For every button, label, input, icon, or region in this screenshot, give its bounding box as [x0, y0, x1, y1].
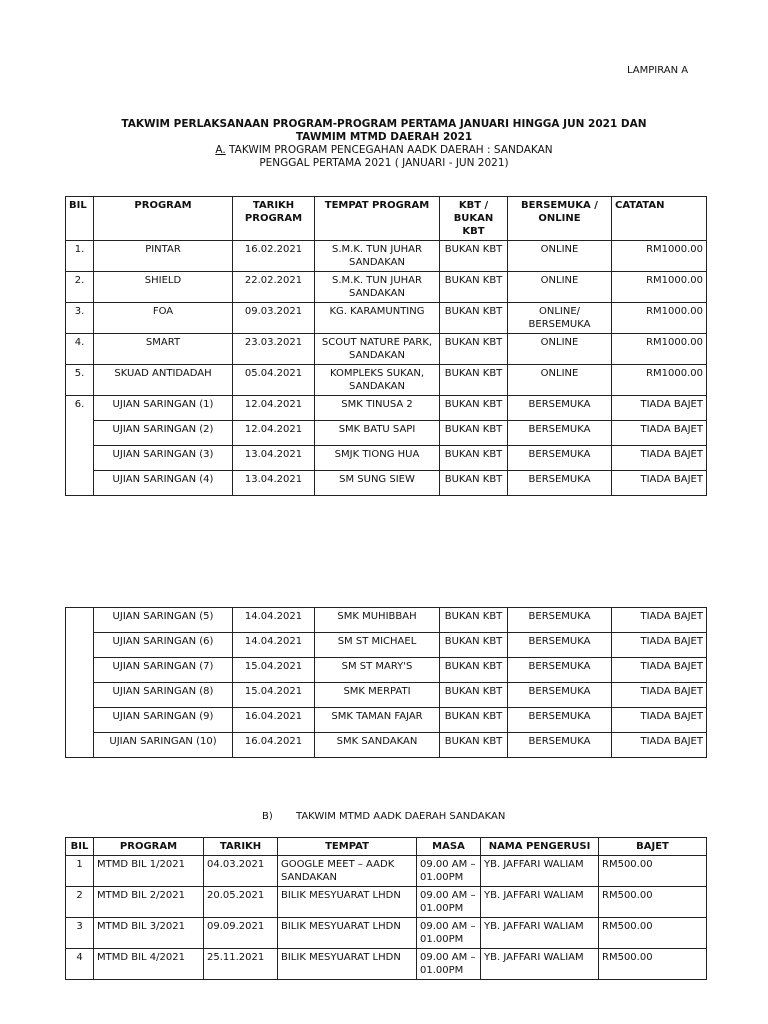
cell-tempat: S.M.K. TUN JUHAR SANDAKAN — [315, 241, 440, 272]
mtmd-row — [66, 949, 707, 980]
cell-tarikh: 23.03.2021 — [233, 334, 315, 365]
cell-program: UJIAN SARINGAN (1) — [94, 396, 233, 421]
cell-tempat: SM ST MARY'S — [315, 658, 440, 683]
cell-kbt: BUKAN KBT — [440, 633, 508, 658]
cell-mode: BERSEMUKA — [508, 608, 612, 633]
cell-program: UJIAN SARINGAN (6) — [94, 633, 233, 658]
mtmd-cell-masa: 09.00 AM – 01.00PM — [417, 887, 481, 918]
section-a-text: TAKWIM PROGRAM PENCEGAHAN AADK DAERAH : SANDAKAN — [225, 144, 553, 156]
cell-tarikh: 14.04.2021 — [233, 633, 315, 658]
mtmd-cell-tarikh: 20.05.2021 — [204, 887, 278, 918]
cell-mode: BERSEMUKA — [508, 421, 612, 446]
lampiran-label: LAMPIRAN A — [627, 65, 689, 76]
cell-catatan: RM1000.00 — [612, 241, 707, 272]
cell-program: SKUAD ANTIDADAH — [94, 365, 233, 396]
cell-tarikh: 14.04.2021 — [233, 608, 315, 633]
header-bil: BIL — [66, 197, 94, 241]
cell-kbt: BUKAN KBT — [440, 365, 508, 396]
cell-tempat: SMK MERPATI — [315, 683, 440, 708]
cell-kbt: BUKAN KBT — [440, 708, 508, 733]
cell-kbt: BUKAN KBT — [440, 303, 508, 334]
cell-catatan: TIADA BAJET — [612, 396, 707, 421]
cell-tempat: SMJK TIONG HUA — [315, 446, 440, 471]
cell-tarikh: 16.02.2021 — [233, 241, 315, 272]
program-table — [65, 196, 707, 496]
mtmd-cell-bil: 1 — [66, 856, 94, 887]
cell-kbt: BUKAN KBT — [440, 683, 508, 708]
cell-tempat: SMK TINUSA 2 — [315, 396, 440, 421]
cell-mode: ONLINE/ BERSEMUKA — [508, 303, 612, 334]
mtmd-row — [66, 918, 707, 949]
cell-bil: 6. — [66, 396, 94, 496]
mtmd-row — [66, 887, 707, 918]
cell-mode: BERSEMUKA — [508, 446, 612, 471]
cell-mode: ONLINE — [508, 365, 612, 396]
mtmd-cell-pengerusi: YB. JAFFARI WALIAM — [481, 856, 599, 887]
mtmd-cell-program: MTMD BIL 3/2021 — [94, 918, 204, 949]
section-b-label: B) — [262, 811, 273, 822]
mtmd-row — [66, 856, 707, 887]
cell-tarikh: 16.04.2021 — [233, 733, 315, 758]
document-title-line1: TAKWIM PERLAKSANAAN PROGRAM-PROGRAM PERTAMA JANUARI HINGGA JUN 2021 DAN — [121, 118, 647, 130]
mtmd-cell-bajet: RM500.00 — [599, 856, 707, 887]
mtmd-cell-bil: 4 — [66, 949, 94, 980]
document-title-line2: TAWMIM MTMD DAERAH 2021 — [295, 131, 473, 143]
cell-catatan: RM1000.00 — [612, 365, 707, 396]
cell-catatan: TIADA BAJET — [612, 608, 707, 633]
mtmd-header-bajet: BAJET — [599, 838, 707, 856]
mtmd-cell-masa: 09.00 AM – 01.00PM — [417, 949, 481, 980]
cell-program: UJIAN SARINGAN (3) — [94, 446, 233, 471]
cell-tempat: SMK SANDAKAN — [315, 733, 440, 758]
cell-bil: 3. — [66, 303, 94, 334]
cell-tempat: SM SUNG SIEW — [315, 471, 440, 496]
mtmd-cell-program: MTMD BIL 4/2021 — [94, 949, 204, 980]
cell-tarikh: 05.04.2021 — [233, 365, 315, 396]
cell-catatan: TIADA BAJET — [612, 733, 707, 758]
program-row — [66, 658, 707, 683]
mtmd-cell-tempat: BILIK MESYUARAT LHDN — [278, 918, 417, 949]
mtmd-cell-pengerusi: YB. JAFFARI WALIAM — [481, 887, 599, 918]
cell-tarikh: 13.04.2021 — [233, 471, 315, 496]
cell-program: UJIAN SARINGAN (4) — [94, 471, 233, 496]
cell-catatan: RM1000.00 — [612, 272, 707, 303]
cell-bil: 5. — [66, 365, 94, 396]
cell-tempat: SCOUT NATURE PARK, SANDAKAN — [315, 334, 440, 365]
cell-mode: ONLINE — [508, 272, 612, 303]
mtmd-cell-masa: 09.00 AM – 01.00PM — [417, 918, 481, 949]
cell-tarikh: 22.02.2021 — [233, 272, 315, 303]
cell-kbt: BUKAN KBT — [440, 272, 508, 303]
mtmd-header-program: PROGRAM — [94, 838, 204, 856]
cell-kbt: BUKAN KBT — [440, 334, 508, 365]
cell-tarikh: 12.04.2021 — [233, 396, 315, 421]
table-header-row — [66, 197, 707, 241]
cell-kbt: BUKAN KBT — [440, 608, 508, 633]
cell-program: UJIAN SARINGAN (9) — [94, 708, 233, 733]
program-row — [66, 272, 707, 303]
mtmd-cell-masa: 09.00 AM – 01.00PM — [417, 856, 481, 887]
mtmd-cell-tarikh: 04.03.2021 — [204, 856, 278, 887]
program-row — [66, 608, 707, 633]
header-kbt: KBT / BUKAN KBT — [440, 197, 508, 241]
cell-mode: BERSEMUKA — [508, 633, 612, 658]
cell-program: UJIAN SARINGAN (2) — [94, 421, 233, 446]
section-b-heading — [262, 811, 505, 822]
cell-kbt: BUKAN KBT — [440, 241, 508, 272]
cell-catatan: TIADA BAJET — [612, 683, 707, 708]
cell-catatan: TIADA BAJET — [612, 446, 707, 471]
cell-tarikh: 15.04.2021 — [233, 683, 315, 708]
mtmd-header-masa: MASA — [417, 838, 481, 856]
mtmd-cell-tarikh: 09.09.2021 — [204, 918, 278, 949]
cell-kbt: BUKAN KBT — [440, 471, 508, 496]
header-catatan: CATATAN — [612, 197, 707, 241]
cell-catatan: RM1000.00 — [612, 303, 707, 334]
mtmd-cell-program: MTMD BIL 1/2021 — [94, 856, 204, 887]
header-bersemuka-online: BERSEMUKA / ONLINE — [508, 197, 612, 241]
cell-tempat: SM ST MICHAEL — [315, 633, 440, 658]
mtmd-cell-bajet: RM500.00 — [599, 887, 707, 918]
program-row — [66, 446, 707, 471]
cell-mode: BERSEMUKA — [508, 396, 612, 421]
cell-bil — [66, 608, 94, 758]
program-row — [66, 303, 707, 334]
cell-bil: 4. — [66, 334, 94, 365]
cell-mode: BERSEMUKA — [508, 733, 612, 758]
mtmd-cell-pengerusi: YB. JAFFARI WALIAM — [481, 918, 599, 949]
mtmd-cell-tempat: BILIK MESYUARAT LHDN — [278, 887, 417, 918]
cell-tarikh: 16.04.2021 — [233, 708, 315, 733]
program-row — [66, 733, 707, 758]
program-row — [66, 471, 707, 496]
cell-program: UJIAN SARINGAN (8) — [94, 683, 233, 708]
header-program: PROGRAM — [94, 197, 233, 241]
cell-kbt: BUKAN KBT — [440, 658, 508, 683]
cell-program: UJIAN SARINGAN (5) — [94, 608, 233, 633]
cell-tempat: S.M.K. TUN JUHAR SANDAKAN — [315, 272, 440, 303]
cell-mode: BERSEMUKA — [508, 658, 612, 683]
mtmd-cell-program: MTMD BIL 2/2021 — [94, 887, 204, 918]
cell-program: SMART — [94, 334, 233, 365]
program-row — [66, 241, 707, 272]
section-b-text: TAKWIM MTMD AADK DAERAH SANDAKAN — [296, 811, 506, 822]
mtmd-cell-bil: 2 — [66, 887, 94, 918]
cell-tarikh: 12.04.2021 — [233, 421, 315, 446]
cell-bil: 1. — [66, 241, 94, 272]
cell-catatan: RM1000.00 — [612, 334, 707, 365]
header-tempat-program: TEMPAT PROGRAM — [315, 197, 440, 241]
cell-mode: BERSEMUKA — [508, 471, 612, 496]
cell-program: SHIELD — [94, 272, 233, 303]
cell-program: UJIAN SARINGAN (10) — [94, 733, 233, 758]
cell-catatan: TIADA BAJET — [612, 658, 707, 683]
cell-mode: ONLINE — [508, 241, 612, 272]
cell-catatan: TIADA BAJET — [612, 633, 707, 658]
program-row — [66, 334, 707, 365]
cell-program: UJIAN SARINGAN (7) — [94, 658, 233, 683]
cell-tempat: KOMPLEKS SUKAN, SANDAKAN — [315, 365, 440, 396]
cell-kbt: BUKAN KBT — [440, 421, 508, 446]
cell-kbt: BUKAN KBT — [440, 446, 508, 471]
program-table-continued — [65, 607, 707, 758]
mtmd-cell-pengerusi: YB. JAFFARI WALIAM — [481, 949, 599, 980]
mtmd-header-tempat: TEMPAT — [278, 838, 417, 856]
mtmd-header-bil: BIL — [66, 838, 94, 856]
cell-catatan: TIADA BAJET — [612, 708, 707, 733]
mtmd-cell-tempat: BILIK MESYUARAT LHDN — [278, 949, 417, 980]
cell-mode: BERSEMUKA — [508, 708, 612, 733]
cell-tarikh: 15.04.2021 — [233, 658, 315, 683]
mtmd-cell-bajet: RM500.00 — [599, 949, 707, 980]
mtmd-header-row — [66, 838, 707, 856]
mtmd-cell-bil: 3 — [66, 918, 94, 949]
program-row — [66, 396, 707, 421]
cell-mode: BERSEMUKA — [508, 683, 612, 708]
cell-bil: 2. — [66, 272, 94, 303]
mtmd-header-tarikh: TARIKH — [204, 838, 278, 856]
header-tarikh-program: TARIKH PROGRAM — [233, 197, 315, 241]
mtmd-cell-tempat: GOOGLE MEET – AADK SANDAKAN — [278, 856, 417, 887]
cell-tempat: SMK MUHIBBAH — [315, 608, 440, 633]
program-row — [66, 633, 707, 658]
cell-kbt: BUKAN KBT — [440, 733, 508, 758]
mtmd-cell-tarikh: 25.11.2021 — [204, 949, 278, 980]
cell-tempat: KG. KARAMUNTING — [315, 303, 440, 334]
section-a-subheading: PENGGAL PERTAMA 2021 ( JANUARI - JUN 2021) — [259, 157, 509, 169]
section-a-label: A. — [215, 144, 226, 156]
cell-catatan: TIADA BAJET — [612, 471, 707, 496]
program-row — [66, 683, 707, 708]
program-row — [66, 421, 707, 446]
cell-tarikh: 13.04.2021 — [233, 446, 315, 471]
mtmd-table — [65, 837, 707, 980]
cell-catatan: TIADA BAJET — [612, 421, 707, 446]
cell-program: FOA — [94, 303, 233, 334]
cell-tempat: SMK BATU SAPI — [315, 421, 440, 446]
cell-program: PINTAR — [94, 241, 233, 272]
cell-tempat: SMK TAMAN FAJAR — [315, 708, 440, 733]
mtmd-header-pengerusi: NAMA PENGERUSI — [481, 838, 599, 856]
section-a-heading — [0, 144, 768, 156]
cell-kbt: BUKAN KBT — [440, 396, 508, 421]
program-row — [66, 365, 707, 396]
program-row — [66, 708, 707, 733]
mtmd-cell-bajet: RM500.00 — [599, 918, 707, 949]
cell-mode: ONLINE — [508, 334, 612, 365]
cell-tarikh: 09.03.2021 — [233, 303, 315, 334]
